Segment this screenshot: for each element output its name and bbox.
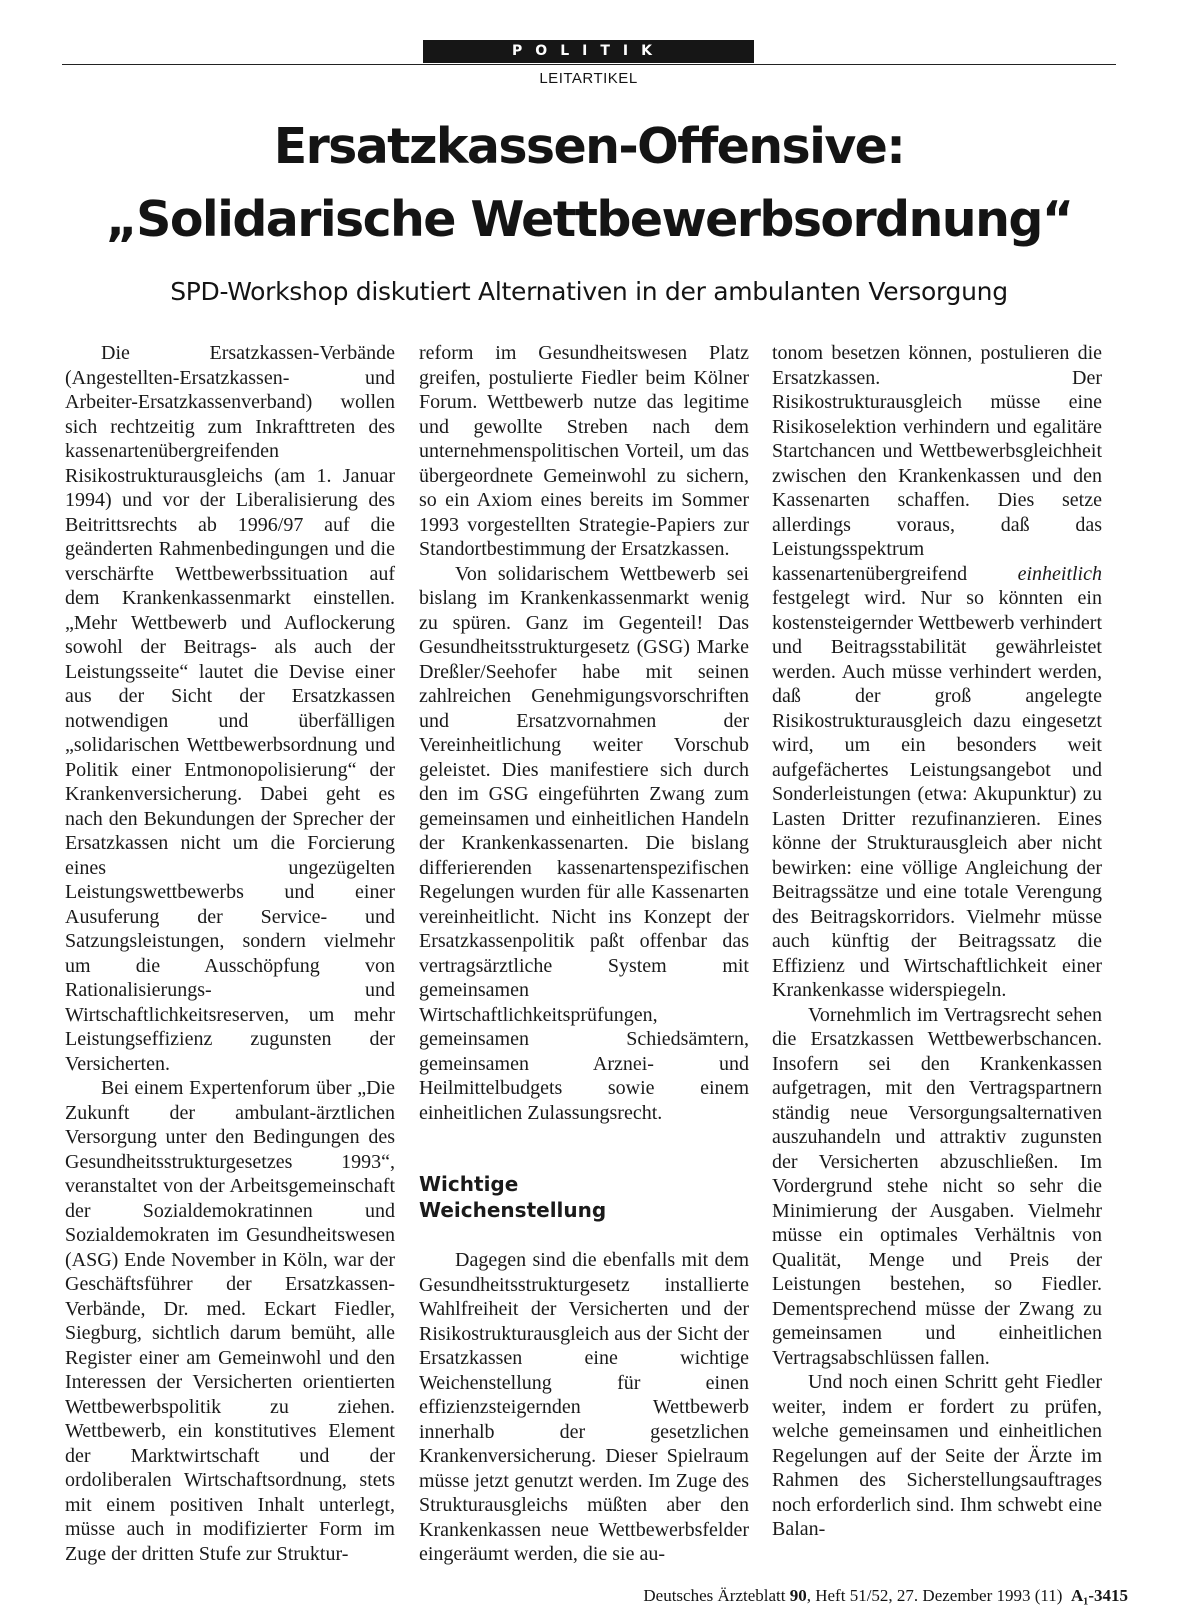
paragraph: Von solidarischem Wettbewerb sei bislang im Krankenkassenmarkt wenig zu spüren. Ganz im Gegenteil! Das Gesundheitsstrukturgesetz (GSG) Marke Dreßler/Seehofer habe mit seinen zahlreichen Genehmigungsvorschriften und Ersatzvornahmen der Vereinheitlichung weiter Vorschub geleistet. Dies manifestiere sich durch den im GSG eingeführten Zwang zum gemeinsamen und einheitlichen Handeln der Krankenkassenarten. Die bislang differierenden kassenartenspezifischen Regelungen wurden für alle Kassenarten vereinheitlicht. Nicht ins Konzept der Ersatzkassenpolitik paßt offenbar das vertragsärztliche System mit gemeinsamen Wirtschaftlichkeitsprüfungen, gemeinsamen Schiedsämtern, gemeinsamen Arznei- und Heilmittelbudgets sowie einem einheitlichen Zulassungsrecht.	[419, 562, 749, 1124]
section-label: POLITIK	[423, 40, 754, 63]
headline-line1: Ersatzkassen-Offensive:	[273, 118, 905, 175]
page-number: A₁-3415	[1070, 1586, 1128, 1605]
headline-line2: „Solidarische Wettbewerbsordnung“	[105, 191, 1073, 248]
subheading	[419, 1171, 749, 1223]
page-footer	[480, 1586, 1128, 1606]
paragraph: Die Ersatzkassen-Verbände (Angestellten-Ersatzkassen- und Arbeiter-Ersatzkassenverband) wollen sich rechtzeitig zum Inkrafttreten des kassenartenübergreifenden Risikostrukturausgleichs (am 1. Januar 1994) und vor der Liberalisierung des Beitrittsrechts ab 1996/97 auf die geänderten Rahmenbedingungen und die verschärfte Wettbewerbssituation auf dem Krankenkassenmarkt einstellen. „Mehr Wettbewerb und Auflockerung sowohl der Beitrags- als auch der Leistungsseite“ lautet die Devise einer aus der Sicht der Ersatzkassen notwendigen und überfälligen „solidarischen Wettbewerbsordnung und Politik einer Entmonopolisierung“ der Krankenversicherung. Dabei geht es nach den Bekundungen der Sprecher der Ersatzkassen nicht um die Forcierung eines ungezügelten Leistungswettbewerbs und einer Ausuferung der Service- und Satzungsleistungen, sondern vielmehr um die Ausschöpfung von Rationalisierungs- und Wirtschaftlichkeitsreserven, um mehr Leistungseffizienz zugunsten der Versicherten.	[65, 342, 395, 1075]
subheading-line1: Wichtige	[419, 1172, 519, 1196]
paragraph: Und noch einen Schritt geht Fiedler weiter, indem er fordert zu prüfen, welche gemeinsamen und einheitlichen Regelungen auf der Seite der Ärzte im Rahmen des Sicherstellungsauftrages noch erforderlich sind. Ihm schwebt eine Balan-	[772, 1371, 1102, 1540]
paragraph: Dagegen sind die ebenfalls mit dem Gesundheitsstrukturgesetz installierte Wahlfreiheit der Versicherten und der Risikostrukturausgleich aus der Sicht der Ersatzkassen eine wichtige Weichenstellung für einen effizienzsteigernden Wettbewerb innerhalb der gesetzlichen Krankenversicherung. Dieser Spielraum müsse jetzt genutzt werden. Im Zuge des Strukturausgleichs müßten aber den Krankenkassen neue Wettbewerbsfelder eingeräumt werden, die sie au-	[419, 1249, 749, 1565]
paragraph-text: festgelegt wird. Nur so könnten ein kostensteigernder Wettbewerb verhindert und Beitragsstabilität gewährleistet werden. Auch müsse verhindert werden, daß der groß angelegte Risikostrukturausgleich dazu eingesetzt wird, um ein besonders weit aufgefächertes Leistungsangebot und Sonderleistungen (etwa: Akupunktur) zu Lasten Dritter rezufinanzieren. Eines könne der Strukturausgleich aber nicht bewirken: eine völlige Angleichung der Beitragssätze und eine totale Verengung des Beitragskorridors. Vielmehr müsse auch künftig der Beitragssatz die Effizienz und Wirtschaftlichkeit einer Krankenkasse widerspiegeln.	[772, 587, 1102, 1001]
article-column-2	[419, 341, 749, 1567]
issue-date: , Heft 51/52, 27. Dezember 1993 (11)	[806, 1586, 1063, 1605]
emphasis-text: einheitlich	[1017, 562, 1102, 585]
kicker-label: LEITARTIKEL	[539, 70, 638, 87]
paragraph: reform im Gesundheitswesen Platz greifen, postulierte Fiedler beim Kölner Forum. Wettbewerb nutze das legitime und gewollte Streben nach dem unternehmenspolitischen Vorteil, um das übergeordnete Gemeinwohl zu sichern, so ein Axiom eines bereits im Sommer 1993 vorgestellten Strategie-Papiers zur Standortbestimmung der Ersatzkassen.	[419, 342, 749, 560]
subheading-line2: Weichenstellung	[419, 1198, 607, 1222]
journal-name: Deutsches Ärzteblatt	[643, 1586, 786, 1605]
article-column-3	[772, 341, 1102, 1542]
paragraph: Bei einem Expertenforum über „Die Zukunft der ambulant-ärztlichen Versorgung unter den Bedingungen des Gesundheitsstrukturgesetzes 1993“, veranstaltet von der Arbeitsgemeinschaft der Sozialdemokratinnen und Sozialdemokraten im Gesundheitswesen (ASG) Ende November in Köln, war der Geschäftsführer der Ersatzkassen-Verbände, Dr. med. Eckart Fiedler, Siegburg, sichtlich darum bemüht, alle Register einer am Gemeinwohl und den Interessen der Versicherten orientierten Wettbewerbspolitik zu ziehen. Wettbewerb, ein konstitutives Element der Marktwirtschaft und der ordoliberalen Wirtschaftsordnung, stets mit einem positiven Inhalt unterlegt, müsse auch in modifizierter Form im Zuge der dritten Stufe zur Struktur-	[65, 1077, 395, 1565]
volume-number: 90	[789, 1586, 807, 1605]
header-rule	[62, 64, 1116, 65]
paragraph: Vornehmlich im Vertragsrecht sehen die Ersatzkassen Wettbewerbschancen. Insofern sei den Krankenkassen aufgetragen, mit den Vertragspartnern ständig neue Versorgungsalternativen auszuhandeln und attraktiv zugunsten der Versicherten abzuschließen. Im Vordergrund stehe nicht so sehr die Minimierung der Ausgaben. Vielmehr müsse ein optimales Verhältnis von Qualität, Menge und Preis der Leistungen bestehen, so Fiedler. Dementsprechend müsse der Zwang zu gemeinsamen und einheitlichen Vertragsabschlüssen fallen.	[772, 1003, 1102, 1369]
subtitle: SPD-Workshop diskutiert Alternativen in der ambulanten Versorgung	[170, 277, 1008, 306]
paragraph-text: tonom besetzen können, postulieren die Ersatzkassen. Der Risikostrukturausgleich müsse eine Risikoselektion verhindern und egalitäre Startchancen und Wettbewerbsgleichheit zwischen den Krankenkassen und den Kassenarten schaffen. Dies setze allerdings voraus, daß das Leistungsspektrum kassenartenübergreifend	[772, 342, 1102, 585]
paragraph	[772, 341, 1102, 1003]
article-column-1	[65, 341, 395, 1566]
